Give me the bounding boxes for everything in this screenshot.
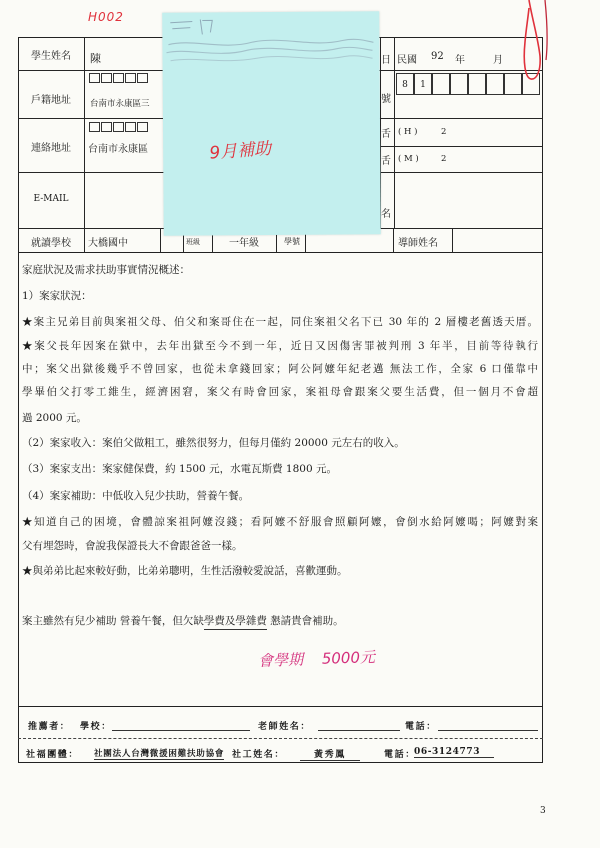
narrative-line: （3）案家支出：案家健保費，約 1500 元，水電瓦斯費 1800 元。 [22, 463, 337, 475]
homeroom-teacher-label: 導師姓名 [398, 238, 438, 249]
school-row-divider [452, 228, 453, 253]
id-cell [486, 73, 504, 95]
email-edge-label: 名 [381, 209, 391, 220]
narrative-line: 父有埋怨時，會說我保證長大不會跟爸爸一樣。 [22, 540, 243, 552]
school-row-divider [160, 228, 161, 253]
redaction-scribble-icon [162, 11, 381, 236]
id-cell [522, 73, 540, 95]
birth-year: 92 [431, 51, 444, 62]
label-column-divider [84, 37, 85, 253]
social-worker-label: 社工姓名： [232, 750, 286, 760]
student-name-label: 學生姓名 [31, 51, 71, 62]
recommender-teacher-blank [318, 718, 400, 731]
id-cell [468, 73, 486, 95]
email-label: E-MAIL [33, 194, 69, 204]
org-name: 社團法人台灣微援困難扶助協會 [94, 749, 225, 759]
zip-box [113, 122, 124, 132]
id-cell [432, 73, 450, 95]
mobile-phone-digit: 2 [441, 154, 447, 164]
narrative-line: ★案主兄弟目前與案祖父母、伯父和案哥住在一起，同住案祖父名下已 30 年的 2 層樓老舊透天厝。 [22, 316, 538, 328]
phone-subrow-divider [380, 146, 543, 147]
mobile-phone-edge-label: 舌 [381, 156, 391, 167]
zip-box [101, 122, 112, 132]
school-value: 大橋國中 [88, 238, 128, 249]
narrative-heading: 家庭狀況及需求扶助事實情況概述： [22, 264, 190, 276]
id-cell: 8 [396, 73, 414, 95]
class-label: 班級 [186, 238, 200, 246]
footer-divider [18, 738, 543, 739]
household-address-label: 戶籍地址 [31, 95, 71, 106]
recommender-school-label: 學校： [80, 722, 112, 732]
narrative-line: （2）案家收入：案伯父做粗工，雖然很努力，但每月僅約 20000 元左右的收入。 [22, 437, 405, 449]
narrative-conclusion [22, 614, 538, 630]
school-row-divider [393, 228, 394, 253]
narrative-line: ★與弟弟比起來較好動，比弟弟聰明，生性活潑較愛說話，喜歡運動。 [22, 565, 348, 577]
narrative-line: 中；案父出獄後幾乎不曾回家，也從未拿錢回家；阿公阿嬤年紀老邁 無法工作，全家 6 口僅靠中 [22, 363, 538, 375]
mobile-phone-tag: ( M ) [398, 154, 419, 164]
recommender-school-blank [112, 718, 250, 731]
sticky-note [162, 11, 381, 236]
narrative-line: ★知道自己的困境，會體諒案祖阿嬤沒錢；看阿嬤不舒服會照顧阿嬤，會倒水給阿嬤喝；阿嬤對案 [22, 516, 538, 528]
conclusion-text-end: 懇請貴會補助。 [266, 615, 344, 627]
id-cell [504, 73, 522, 95]
id-cell [450, 73, 468, 95]
recommender-teacher-label: 老師姓名： [258, 722, 312, 732]
recommender-phone-label: 電話： [405, 722, 437, 732]
zip-box [137, 122, 148, 132]
birth-edge-label: 日 [381, 55, 391, 66]
student-number-label: 學號 [284, 237, 300, 246]
zip-box [113, 73, 124, 83]
grade-value: 一年級 [229, 238, 259, 249]
org-phone-label: 電話： [384, 750, 416, 760]
zip-box [125, 73, 136, 83]
home-phone-edge-label: 舌 [381, 129, 391, 140]
sticky-note-handwriting: 9月補助 [208, 138, 272, 164]
contact-address-label: 連絡地址 [31, 143, 71, 154]
org-phone: 06-3124773 [414, 747, 494, 758]
conclusion-underlined-text: 學費及學雜費 [204, 614, 267, 630]
zip-box [89, 73, 100, 83]
school-label: 就讀學校 [31, 238, 71, 249]
student-name-value: 陳 [90, 52, 101, 65]
birth-year-unit: 年 [455, 55, 465, 66]
narrative-section-title: 1）案家狀況： [22, 290, 92, 302]
recommender-phone-blank [438, 718, 538, 731]
right-column-divider [394, 37, 395, 228]
zip-box [125, 122, 136, 132]
page-number: 3 [540, 806, 546, 816]
narrative-line: 學畢伯父打零工維生，經濟困窘，案父有時會回家，案祖母會跟案父要生活費，但一個月不會超 [22, 386, 538, 398]
narrative-line: 過 2000 元。 [22, 412, 87, 424]
address-edge-label: 號 [381, 94, 391, 105]
zip-box [101, 73, 112, 83]
social-worker-name: 黃秀鳳 [300, 747, 360, 761]
handwritten-amount: 會學期 5000元 [257, 647, 376, 671]
birth-month-unit: 月 [493, 55, 503, 66]
id-cell: 1 [414, 73, 432, 95]
zip-box [137, 73, 148, 83]
corner-code-handwriting: H002 [88, 10, 124, 24]
org-label: 社福團體： [26, 750, 80, 760]
household-address-value: 台南市永康區三 [90, 99, 150, 109]
narrative-line: ★案父長年因案在獄中，去年出獄至今不到一年，近日又因傷害罪被判刑 3 年半，目前等待執行 [22, 340, 538, 352]
conclusion-text: 案主雖然有兒少補助 營養午餐，但欠缺 [22, 615, 204, 627]
birth-era: 民國 [397, 55, 417, 66]
zip-box [89, 122, 100, 132]
narrative-line: （4）案家補助：中低收入兒少扶助，營養午餐。 [22, 490, 250, 502]
home-phone-tag: ( H ) [398, 127, 418, 137]
contact-address-value: 台南市永康區 [88, 144, 148, 155]
home-phone-digit: 2 [441, 127, 447, 137]
recommender-label: 推薦者： [28, 722, 71, 732]
id-number-grid [396, 73, 540, 95]
